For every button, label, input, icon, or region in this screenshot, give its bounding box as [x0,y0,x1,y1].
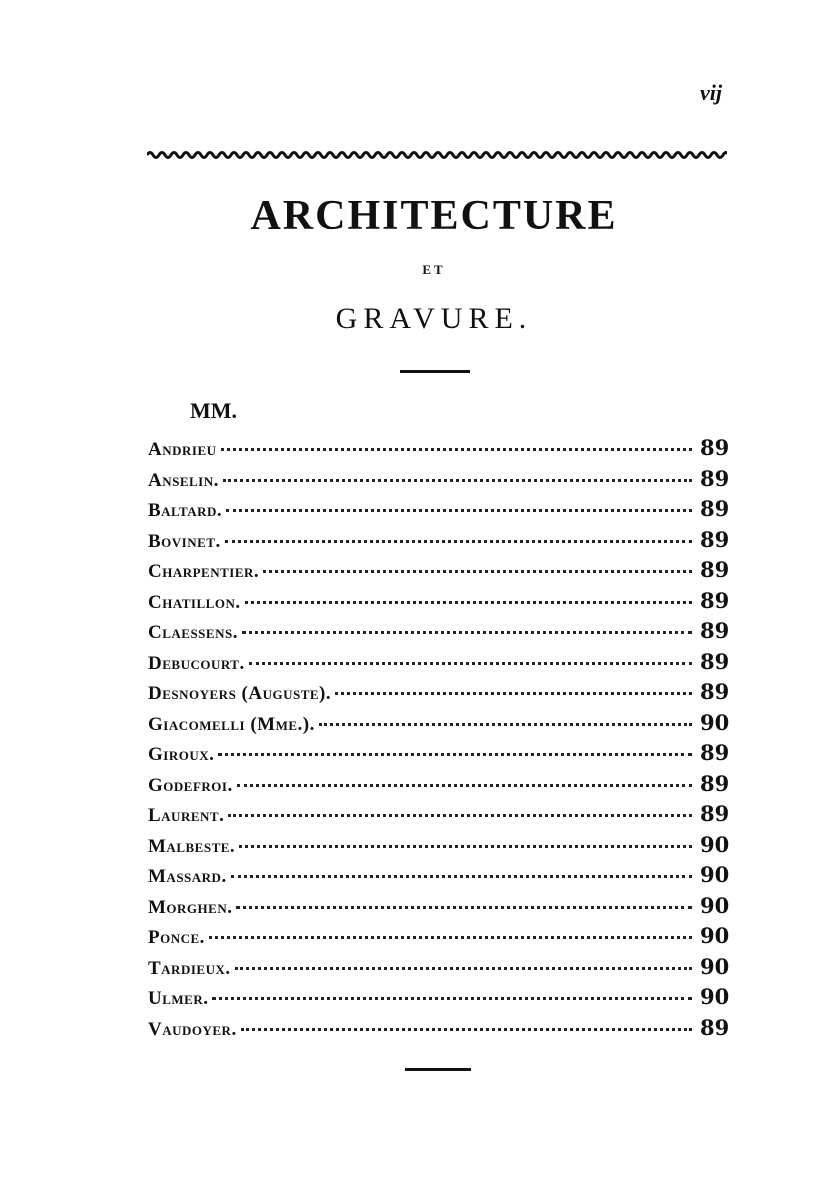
entry-name: Giroux. [148,744,215,765]
entry-page: 90 [700,831,730,857]
entry-page: 90 [700,984,730,1009]
entry-name: Giacomelli (Mme.). [148,713,315,735]
entry-page: 90 [700,892,730,918]
entry-page: 90 [700,709,730,735]
entry-name: Massard. [148,866,227,887]
entry-name: Anselin. [148,469,219,491]
list-item [148,649,728,680]
entry-name: Charpentier. [148,561,260,582]
list-item [148,801,728,832]
section-subtitle: GRAVURE. [335,302,533,335]
entry-page: 89 [700,526,730,552]
list-item [148,984,728,1015]
list-item [148,710,728,741]
divider-rule-bottom [405,1068,471,1071]
entry-page: 89 [700,801,730,826]
dot-leader [239,845,692,848]
entry-name: Tardieux. [148,957,231,979]
dot-leader [245,601,692,604]
list-item [148,496,728,527]
entry-name: Ulmer. [148,988,209,1009]
dot-leader [236,906,692,909]
entry-page: 89 [700,679,730,704]
dot-leader [319,723,692,726]
entry-page: 90 [700,923,730,948]
entry-name: Morghen. [148,896,233,918]
entry-page: 89 [700,618,730,643]
list-item [148,832,728,863]
entry-name: Claessens. [148,622,238,643]
entry-name: Laurent. [148,805,225,826]
dot-leader [235,967,692,970]
entry-name: Vaudoyer. [148,1018,237,1040]
divider-rule-top [400,370,470,373]
list-item [148,923,728,954]
entry-page: 90 [700,953,730,979]
dot-leader [221,448,692,451]
honorific-heading: MM. [190,398,238,423]
entry-page: 89 [700,435,730,460]
entry-name: Malbeste. [148,835,236,857]
entry-page: 89 [700,557,730,582]
dot-leader [226,509,692,512]
list-item [148,862,728,893]
entry-name: Godefroi. [148,774,233,796]
dot-leader [223,479,692,482]
list-item [148,740,728,771]
section-conjunction: ET [422,262,446,277]
entry-name: Desnoyers (Auguste). [148,683,332,704]
dot-leader [242,631,692,634]
list-item [148,527,728,558]
dot-leader [209,936,692,939]
list-item [148,557,728,588]
list-item [148,466,728,497]
wavy-ornament-rule [147,148,727,162]
list-item [148,893,728,924]
dot-leader [212,997,692,1000]
entry-name: Andrieu [148,439,217,460]
list-item [148,618,728,649]
entry-name: Chatillon. [148,591,241,613]
list-item [148,954,728,985]
dot-leader [237,784,692,787]
entry-page: 89 [700,1014,730,1040]
dot-leader [249,662,692,665]
dot-leader [231,875,692,878]
entry-page: 90 [700,862,730,887]
dot-leader [218,753,692,756]
dot-leader [228,814,692,817]
dot-leader [225,540,692,543]
list-item [148,588,728,619]
entry-page: 89 [700,465,730,491]
list-item [148,435,728,466]
section-title: ARCHITECTURE [250,193,618,239]
entry-page: 89 [700,496,730,521]
entry-page: 89 [700,587,730,613]
dot-leader [241,1028,692,1031]
dot-leader [335,692,692,695]
list-item [148,679,728,710]
entry-page: 89 [700,740,730,765]
entry-name: Bovinet. [148,530,221,552]
entry-name: Baltard. [148,500,223,521]
page-number: vij [700,80,722,105]
entry-name: Debucourt. [148,652,245,674]
entry-page: 89 [700,770,730,796]
list-item [148,1015,728,1046]
dot-leader [263,570,692,573]
entry-name: Ponce. [148,927,205,948]
artist-index-list [148,435,728,1045]
entry-page: 89 [700,648,730,674]
list-item [148,771,728,802]
